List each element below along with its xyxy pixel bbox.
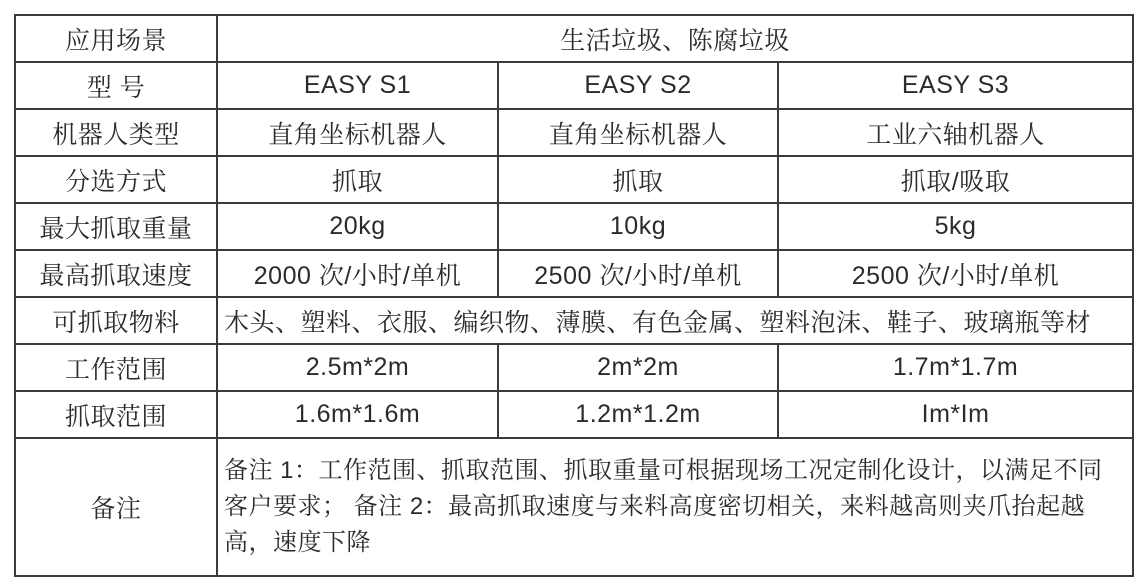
row-label-remarks: 备注 — [15, 438, 217, 576]
cell-robot-type-s2: 直角坐标机器人 — [498, 109, 778, 156]
cell-model-s1: EASY S1 — [217, 62, 498, 109]
table-row-application — [15, 15, 1133, 62]
robot-spec-table — [14, 14, 1134, 577]
cell-work-range-s3: 1.7m*1.7m — [778, 344, 1133, 391]
cell-model-s3: EASY S3 — [778, 62, 1133, 109]
row-label-max-speed: 最高抓取速度 — [15, 250, 217, 297]
row-label-sorting-method: 分选方式 — [15, 156, 217, 203]
cell-grab-range-s1: 1.6m*1.6m — [217, 391, 498, 438]
cell-model-s2: EASY S2 — [498, 62, 778, 109]
cell-max-speed-s2: 2500 次/小时/单机 — [498, 250, 778, 297]
cell-robot-type-s3: 工业六轴机器人 — [778, 109, 1133, 156]
cell-materials-value: 木头、塑料、衣服、编织物、薄膜、有色金属、塑料泡沫、鞋子、玻璃瓶等材 — [217, 297, 1133, 344]
table-row-max-weight — [15, 203, 1133, 250]
row-label-grab-range: 抓取范围 — [15, 391, 217, 438]
row-label-max-weight: 最大抓取重量 — [15, 203, 217, 250]
row-label-application: 应用场景 — [15, 15, 217, 62]
cell-work-range-s2: 2m*2m — [498, 344, 778, 391]
row-label-materials: 可抓取物料 — [15, 297, 217, 344]
cell-remarks-value: 备注 1：工作范围、抓取范围、抓取重量可根据现场工况定制化设计，以满足不同客户要求； 备注 2：最高抓取速度与来料高度密切相关，来料越高则夹爪抬起越高，速度下降 — [217, 438, 1133, 576]
table-row-materials — [15, 297, 1133, 344]
table-row-grab-range — [15, 391, 1133, 438]
cell-application-value: 生活垃圾、陈腐垃圾 — [217, 15, 1133, 62]
row-label-work-range: 工作范围 — [15, 344, 217, 391]
table-row-remarks — [15, 438, 1133, 576]
cell-sorting-method-s3: 抓取/吸取 — [778, 156, 1133, 203]
cell-sorting-method-s2: 抓取 — [498, 156, 778, 203]
table-row-work-range — [15, 344, 1133, 391]
table-row-max-speed — [15, 250, 1133, 297]
row-label-model: 型 号 — [15, 62, 217, 109]
cell-max-weight-s2: 10kg — [498, 203, 778, 250]
cell-max-weight-s3: 5kg — [778, 203, 1133, 250]
table-row-model — [15, 62, 1133, 109]
cell-max-speed-s3: 2500 次/小时/单机 — [778, 250, 1133, 297]
cell-max-weight-s1: 20kg — [217, 203, 498, 250]
cell-work-range-s1: 2.5m*2m — [217, 344, 498, 391]
row-label-robot-type: 机器人类型 — [15, 109, 217, 156]
table-row-robot-type — [15, 109, 1133, 156]
table-row-sorting-method — [15, 156, 1133, 203]
cell-max-speed-s1: 2000 次/小时/单机 — [217, 250, 498, 297]
spec-table — [14, 14, 1134, 577]
cell-sorting-method-s1: 抓取 — [217, 156, 498, 203]
cell-robot-type-s1: 直角坐标机器人 — [217, 109, 498, 156]
cell-grab-range-s2: 1.2m*1.2m — [498, 391, 778, 438]
cell-grab-range-s3: Im*Im — [778, 391, 1133, 438]
